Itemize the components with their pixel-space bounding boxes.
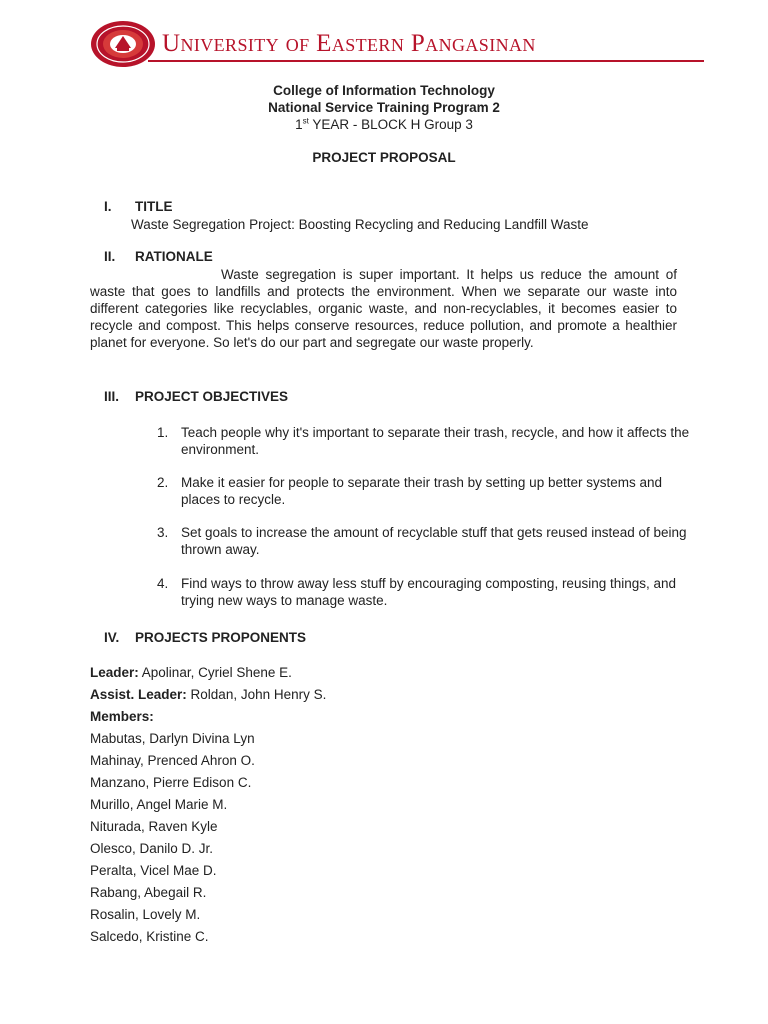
year-suffix: st	[302, 116, 309, 126]
section-objectives-heading	[104, 389, 288, 404]
members-label: Members:	[90, 709, 154, 724]
section-number: IV.	[104, 630, 120, 645]
member-name: Manzano, Pierre Edison C.	[90, 775, 252, 790]
member-name: Mabutas, Darlyn Divina Lyn	[90, 731, 255, 746]
leader-name: Apolinar, Cyriel Shene E.	[138, 665, 292, 680]
header-divider	[148, 60, 704, 62]
member-name: Niturada, Raven Kyle	[90, 819, 218, 834]
objective-text: Teach people why it's important to separate their trash, recycle, and how it affects the environment.	[181, 425, 690, 457]
year-prefix: 1	[295, 117, 303, 132]
section-heading-label: TITLE	[135, 199, 173, 214]
university-header	[88, 18, 708, 70]
assist-leader-name: Roldan, John Henry S.	[186, 687, 327, 702]
leader-line	[90, 664, 292, 681]
section-title-heading	[104, 199, 173, 214]
section-number: III.	[104, 389, 120, 404]
section-heading-label: PROJECT OBJECTIVES	[135, 389, 289, 404]
college-name: College of Information Technology	[273, 83, 495, 98]
objective-number: 1.	[157, 425, 169, 440]
year-rest: YEAR - BLOCK H Group 3	[308, 117, 473, 132]
section-number: II.	[104, 249, 116, 264]
section-heading-label: PROJECTS PROPONENTS	[135, 630, 307, 645]
member-name: Rosalin, Lovely M.	[90, 907, 201, 922]
member-name: Peralta, Vicel Mae D.	[90, 863, 217, 878]
objective-text: Make it easier for people to separate their trash by setting up better systems and places to recycle.	[181, 475, 663, 507]
objective-text: Set goals to increase the amount of recyclable stuff that gets reused instead of being thrown away.	[181, 525, 687, 557]
leader-label: Leader:	[90, 665, 139, 680]
university-seal-icon	[90, 20, 156, 68]
university-name: University of Eastern Pangasinan	[162, 30, 536, 57]
section-number: I.	[104, 199, 112, 214]
member-name: Salcedo, Kristine C.	[90, 929, 209, 944]
section-heading-label: RATIONALE	[135, 249, 213, 264]
year-block-line	[0, 116, 768, 133]
objective-text: Find ways to throw away less stuff by encouraging composting, reusing things, and trying new ways to manage waste.	[181, 576, 677, 608]
document-title: PROJECT PROPOSAL	[312, 150, 456, 165]
objective-number: 4.	[157, 576, 169, 591]
section-rationale-heading	[104, 249, 213, 264]
objective-item	[157, 474, 692, 508]
section-proponents-heading	[104, 630, 306, 645]
objective-item	[157, 575, 692, 609]
member-name: Mahinay, Prenced Ahron O.	[90, 753, 255, 768]
objective-item	[157, 424, 692, 458]
objective-number: 2.	[157, 475, 169, 490]
member-name: Rabang, Abegail R.	[90, 885, 207, 900]
objective-item	[157, 524, 692, 558]
member-name: Olesco, Danilo D. Jr.	[90, 841, 214, 856]
rationale-paragraph: Waste segregation is super important. It helps us reduce the amount of waste that goes to landfills and protects the environment. When we separate our waste into different categories like recyclables, organic waste, and non-recyclables, it becomes easier to recycle and compost. This helps conserve resources, reduce pollution, and promote a healthier planet for everyone. So let's do our part and segregate our waste properly.	[90, 267, 677, 350]
program-name: National Service Training Program 2	[268, 100, 500, 115]
member-name: Murillo, Angel Marie M.	[90, 797, 228, 812]
assist-leader-line	[90, 686, 326, 703]
project-title: Waste Segregation Project: Boosting Recycling and Reducing Landfill Waste	[131, 217, 589, 232]
assist-leader-label: Assist. Leader:	[90, 687, 187, 702]
objective-number: 3.	[157, 525, 169, 540]
